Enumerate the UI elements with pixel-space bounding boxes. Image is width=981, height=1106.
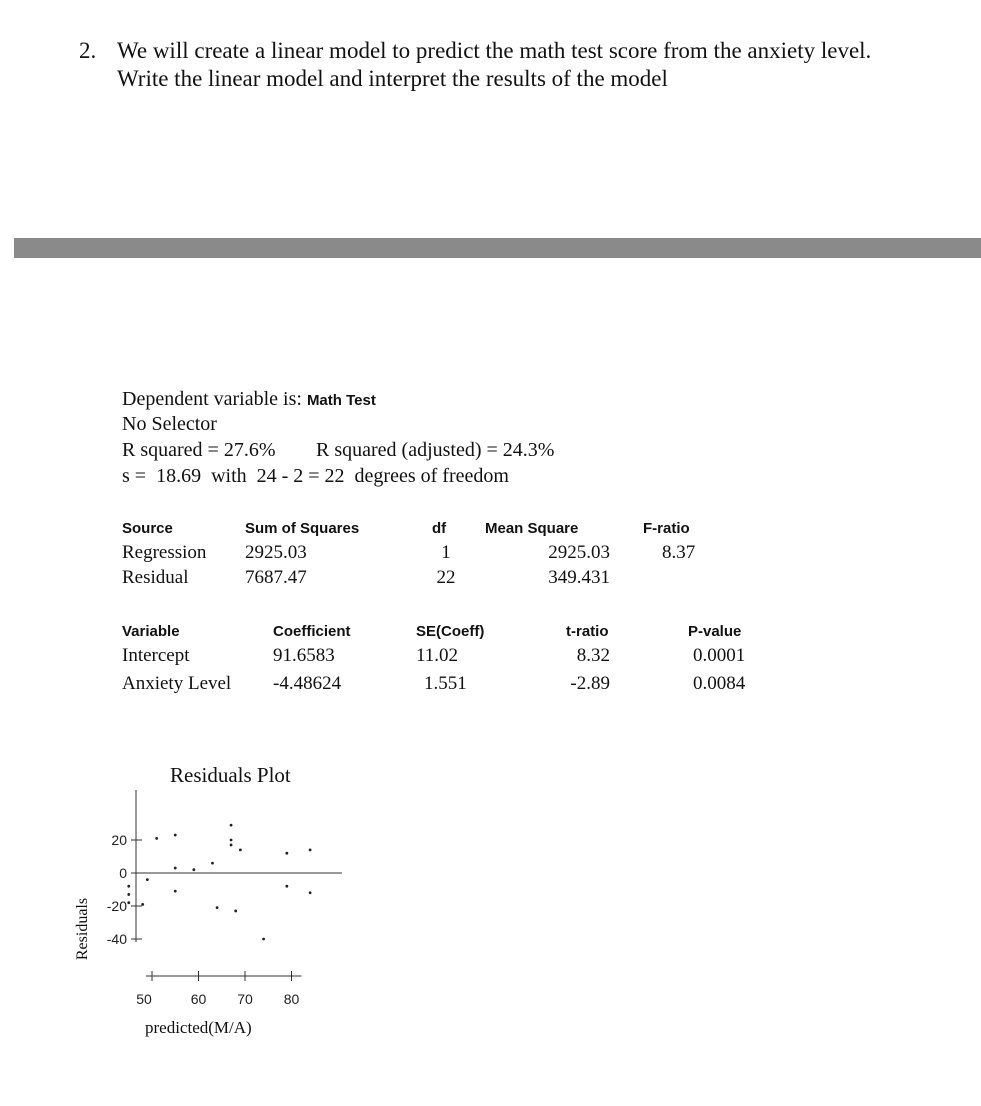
residuals-plot-xlabel: predicted(M/A): [145, 1018, 252, 1037]
data-point: [127, 885, 130, 888]
coef-row-se: 11.02: [416, 645, 459, 666]
coef-header-t: t-ratio: [566, 623, 609, 640]
question-number: 2.: [79, 38, 97, 63]
anova-header-f: F-ratio: [643, 520, 690, 537]
coef-header-p: P-value: [688, 623, 742, 640]
dependent-value: Math Test: [306, 392, 376, 409]
anova-row-ss: 7687.47: [245, 567, 307, 588]
section-divider: [14, 238, 981, 258]
anova-row-ms: 2925.03: [548, 542, 610, 563]
anova-header-ss: Sum of Squares: [245, 520, 360, 537]
data-point: [127, 901, 130, 904]
data-point: [309, 849, 312, 852]
coef-header-se: SE(Coeff): [416, 623, 485, 640]
data-point: [141, 903, 144, 906]
residuals-plot: [60, 790, 360, 1050]
anova-row-source: Regression: [122, 542, 207, 563]
coef-row-se: 1.551: [424, 673, 467, 694]
y-tick-label: 20: [111, 832, 127, 848]
residuals-plot-ylabel: Residuals: [74, 897, 92, 961]
coef-row-p: 0.0001: [693, 645, 746, 666]
anova-row-f: 8.37: [662, 542, 696, 563]
residuals-plot-title: Residuals Plot: [170, 763, 291, 787]
anova-row-df: 22: [436, 567, 456, 588]
coef-row-coefficient: 91.6583: [273, 645, 335, 666]
question-line-1: We will create a linear model to predict the math test score from the anxiety level.: [117, 38, 872, 63]
dependent-prefix: Dependent variable is:: [122, 388, 302, 410]
data-point: [174, 890, 177, 893]
data-point: [230, 844, 233, 847]
data-point: [155, 837, 158, 840]
anova-row-df: 1: [441, 542, 451, 563]
x-tick-label: 70: [237, 991, 253, 1007]
data-point: [285, 885, 288, 888]
data-point: [234, 910, 237, 913]
data-point: [230, 824, 233, 827]
data-point: [216, 906, 219, 909]
data-point: [230, 839, 233, 842]
anova-header-ms: Mean Square: [485, 520, 579, 537]
y-tick-label: 0: [119, 865, 127, 881]
coef-row-coefficient: -4.48624: [273, 673, 342, 694]
anova-row-ms: 349.431: [548, 567, 610, 588]
x-tick-label: 80: [283, 991, 300, 1007]
data-point: [127, 893, 130, 896]
data-point: [174, 867, 177, 870]
x-tick-label: 50: [136, 991, 152, 1007]
data-point: [174, 834, 177, 837]
coef-header-variable: Variable: [122, 623, 180, 640]
data-point: [309, 891, 312, 894]
question-line-2: Write the linear model and interpret the results of the model: [117, 66, 668, 91]
coef-row-variable: Intercept: [122, 645, 190, 666]
anova-row-ss: 2925.03: [245, 542, 307, 563]
data-point: [192, 868, 195, 871]
anova-header-df: df: [432, 520, 447, 537]
x-tick-label: 60: [190, 991, 207, 1007]
s-line: s = 18.69 with 24 - 2 = 22 degrees of freedom: [122, 465, 509, 487]
selector-line: No Selector: [122, 413, 217, 435]
anova-row-source: Residual: [122, 567, 189, 588]
coef-row-variable: Anxiety Level: [122, 673, 232, 694]
anova-header-source: Source: [122, 520, 173, 537]
r-squared: R squared = 27.6%: [122, 439, 276, 461]
y-tick-label: -20: [106, 898, 127, 914]
data-point: [211, 862, 214, 865]
coef-header-coefficient: Coefficient: [273, 623, 351, 640]
dependent-variable-line: [122, 388, 376, 411]
coef-row-p: 0.0084: [693, 673, 746, 694]
data-point: [262, 938, 265, 941]
coef-row-t: -2.89: [570, 673, 610, 694]
coef-row-t: 8.32: [576, 645, 610, 666]
y-tick-label: -40: [106, 931, 127, 947]
data-point: [239, 849, 242, 852]
data-point: [146, 878, 149, 881]
data-point: [285, 852, 288, 855]
r-squared-adjusted: R squared (adjusted) = 24.3%: [316, 439, 555, 461]
